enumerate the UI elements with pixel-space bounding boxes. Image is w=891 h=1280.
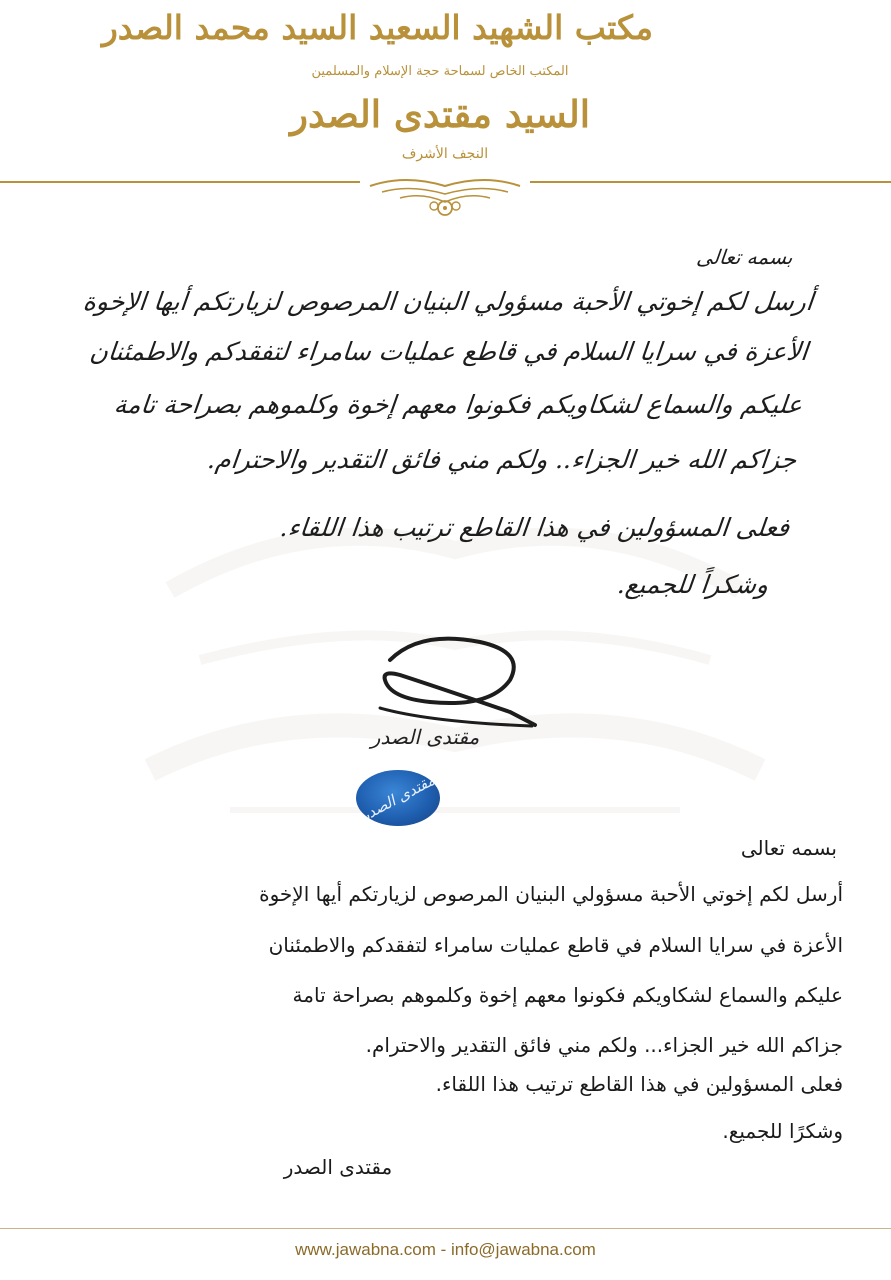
handwritten-signature-name: مقتدى الصدر bbox=[370, 725, 480, 749]
letterhead-city: النجف الأشرف bbox=[401, 146, 489, 162]
seal-text: مقتدى الصدر bbox=[357, 770, 439, 826]
official-seal bbox=[356, 770, 440, 826]
letterhead bbox=[0, 0, 891, 225]
signature bbox=[360, 630, 540, 730]
typed-line: الأعزة في سرايا السلام في قاطع عمليات سامراء لتفقدكم والاطمئنان bbox=[268, 933, 843, 957]
office-subtitle: المكتب الخاص لسماحة حجة الإسلام والمسلمين bbox=[311, 64, 569, 79]
handwritten-letter bbox=[79, 245, 819, 625]
handwritten-line: جزاكم الله خير الجزاء.. ولكم مني فائق التقدير والاحترام. bbox=[206, 445, 798, 474]
office-title: مكتب الشهيد السعيد السيد محمد الصدر bbox=[101, 8, 653, 47]
typed-line: وشكرًا للجميع. bbox=[722, 1119, 843, 1143]
footer-divider bbox=[0, 1228, 891, 1229]
ornament-icon bbox=[360, 172, 530, 220]
typed-line: بسمه تعالى bbox=[740, 836, 837, 860]
handwritten-line: بسمه تعالى bbox=[695, 245, 794, 269]
typed-line: جزاكم الله خير الجزاء... ولكم مني فائق التقدير والاحترام. bbox=[365, 1033, 843, 1057]
handwritten-line: فعلى المسؤولين في هذا القاطع ترتيب هذا اللقاء. bbox=[278, 513, 791, 542]
letterhead-name: السيد مقتدى الصدر bbox=[290, 92, 590, 136]
typed-line: أرسل لكم إخوتي الأحبة مسؤولي البنيان المرصوص لزيارتكم أيها الإخوة bbox=[259, 882, 843, 906]
typed-line: عليكم والسماع لشكاويكم فكونوا معهم إخوة وكلموهم بصراحة تامة bbox=[292, 983, 843, 1007]
handwritten-line: أرسل لكم إخوتي الأحبة مسؤولي البنيان المرصوص لزيارتكم أيها الإخوة bbox=[81, 287, 815, 316]
footer-contact: www.jawabna.com - info@jawabna.com bbox=[295, 1240, 596, 1259]
handwritten-line: عليكم والسماع لشكاويكم فكونوا معهم إخوة وكلموهم بصراحة تامة bbox=[112, 390, 804, 419]
typed-line: فعلى المسؤولين في هذا القاطع ترتيب هذا اللقاء. bbox=[435, 1072, 843, 1096]
typed-signature: مقتدى الصدر bbox=[283, 1155, 393, 1179]
handwritten-line: وشكراً للجميع. bbox=[615, 570, 770, 599]
handwritten-line: الأعزة في سرايا السلام في قاطع عمليات سامراء لتفقدكم والاطمئنان bbox=[88, 337, 810, 366]
